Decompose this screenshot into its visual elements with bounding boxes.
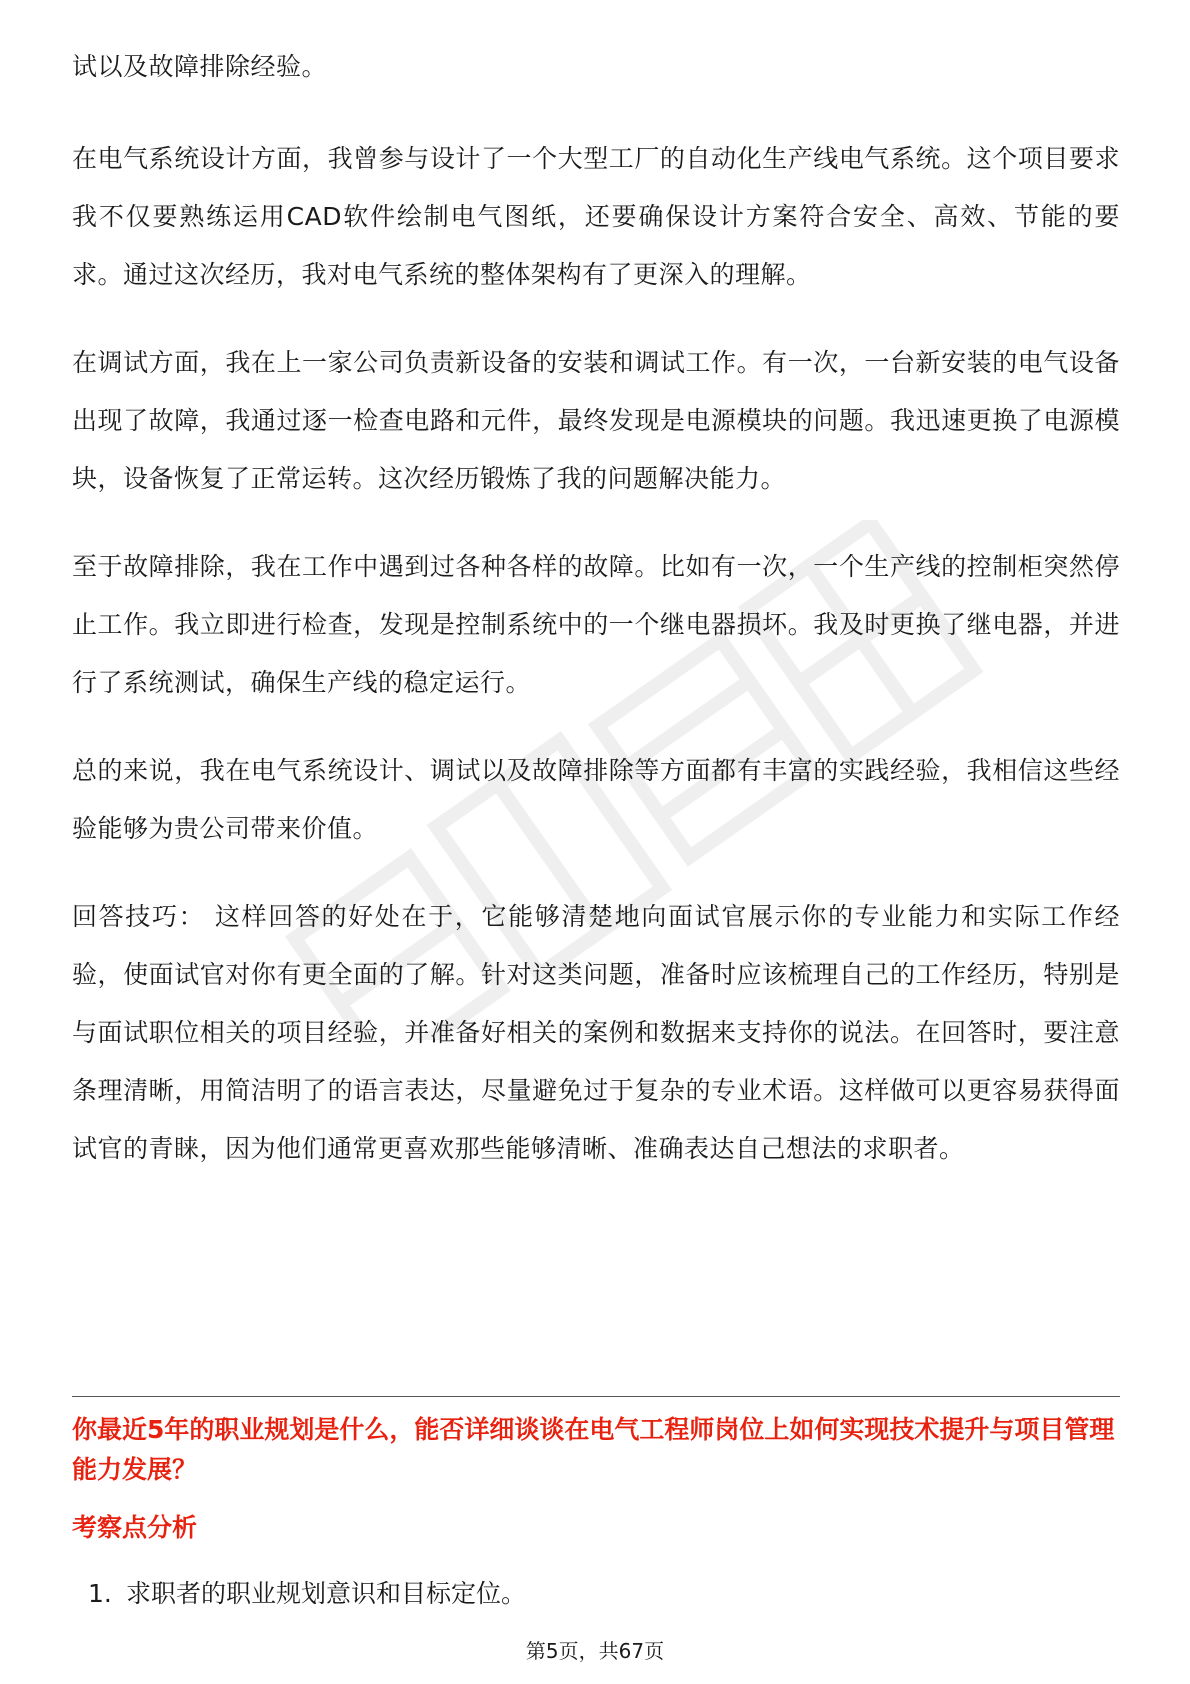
list-item — [88, 1574, 526, 1614]
analysis-list — [88, 1574, 526, 1614]
list-item-text: 求职者的职业规划意识和目标定位。 — [126, 1579, 527, 1608]
paragraph-commissioning: 在调试方面，我在上一家公司负责新设备的安装和调试工作。有一次，一台新安装的电气设备出现了故障，我通过逐一检查电路和元件，最终发现是电源模块的问题。我迅速更换了电源模块，设备恢复了正常运转。这次经历锻炼了我的问题解决能力。 — [72, 348, 1120, 493]
document-body — [72, 38, 1120, 1208]
paragraph-design: 在电气系统设计方面，我曾参与设计了一个大型工厂的自动化生产线电气系统。这个项目要求我不仅要熟练运用CAD软件绘制电气图纸，还要确保设计方案符合安全、高效、节能的要求。通过这次经历，我对电气系统的整体架构有了更深入的理解。 — [72, 144, 1120, 289]
interview-question: 你最近5年的职业规划是什么，能否详细谈谈在电气工程师岗位上如何实现技术提升与项目管理能力发展？ — [72, 1415, 1115, 1484]
paragraph-summary: 总的来说，我在电气系统设计、调试以及故障排除等方面都有丰富的实践经验，我相信这些经验能够为贵公司带来价值。 — [72, 756, 1120, 843]
section-title: 考察点分析 — [72, 1513, 198, 1542]
paragraph-troubleshooting: 至于故障排除，我在工作中遇到过各种各样的故障。比如有一次，一个生产线的控制柜突然停止工作。我立即进行检查，发现是控制系统中的一个继电器损坏。我及时更换了继电器，并进行了系统测试，确保生产线的稳定运行。 — [72, 552, 1120, 697]
section-divider — [72, 1396, 1120, 1397]
paragraph-intro-tail: 试以及故障排除经验。 — [72, 52, 328, 81]
list-item-number: 1. — [88, 1579, 112, 1608]
page-footer: 第5页，共67页 — [525, 1639, 665, 1663]
paragraph-answer-tips: 回答技巧： 这样回答的好处在于，它能够清楚地向面试官展示你的专业能力和实际工作经验，使面试官对你有更全面的了解。针对这类问题，准备时应该梳理自己的工作经历，特别是与面试职位相关的项目经验，并准备好相关的案例和数据来支持你的说法。在回答时，要注意条理清晰，用简洁明了的语言表达，尽量避免过于复杂的专业术语。这样做可以更容易获得面试官的青睐，因为他们通常更喜欢那些能够清晰、准确表达自己想法的求职者。 — [72, 902, 1120, 1163]
